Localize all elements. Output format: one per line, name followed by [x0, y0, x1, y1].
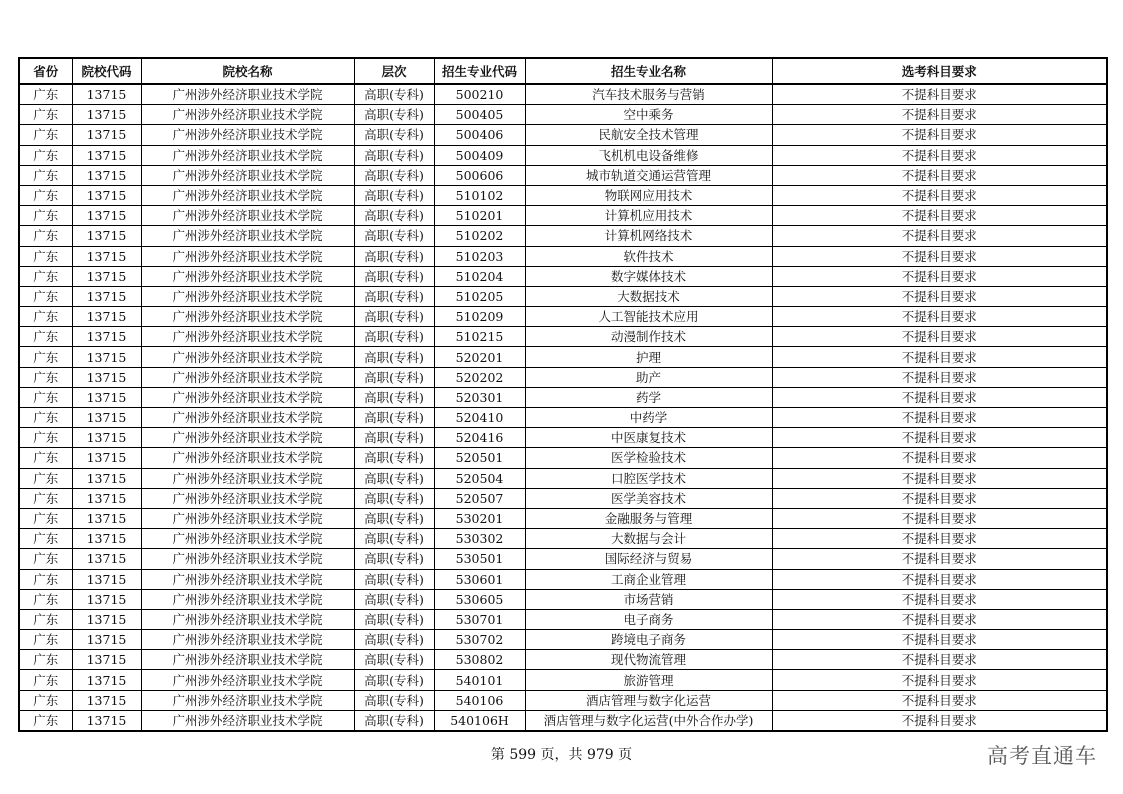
cell-major-name: 大数据技术 [525, 286, 772, 306]
cell-school-name: 广州涉外经济职业技术学院 [141, 529, 354, 549]
cell-major-name: 汽车技术服务与营销 [525, 84, 772, 105]
cell-major-name: 医学美容技术 [525, 488, 772, 508]
cell-major-name: 人工智能技术应用 [525, 307, 772, 327]
page-number: 第 599 页，共 979 页 [490, 747, 633, 763]
cell-province: 广东 [19, 387, 72, 407]
cell-school-code: 13715 [72, 327, 141, 347]
table-row [19, 670, 1107, 690]
cell-province: 广东 [19, 105, 72, 125]
cell-major-code: 510203 [434, 246, 525, 266]
cell-major-name: 数字媒体技术 [525, 266, 772, 286]
cell-subject-requirement: 不提科目要求 [772, 387, 1107, 407]
table-row [19, 327, 1107, 347]
cell-school-code: 13715 [72, 84, 141, 105]
cell-school-name: 广州涉外经济职业技术学院 [141, 226, 354, 246]
cell-major-code: 500606 [434, 165, 525, 185]
cell-school-name: 广州涉外经济职业技术学院 [141, 589, 354, 609]
table-row [19, 165, 1107, 185]
cell-major-code: 520501 [434, 448, 525, 468]
cell-school-name: 广州涉外经济职业技术学院 [141, 569, 354, 589]
cell-level: 高职(专科) [354, 165, 434, 185]
header-province: 省份 [19, 58, 72, 84]
cell-province: 广东 [19, 609, 72, 629]
cell-school-code: 13715 [72, 609, 141, 629]
cell-province: 广东 [19, 589, 72, 609]
cell-school-name: 广州涉外经济职业技术学院 [141, 105, 354, 125]
cell-school-name: 广州涉外经济职业技术学院 [141, 206, 354, 226]
cell-province: 广东 [19, 84, 72, 105]
cell-major-name: 电子商务 [525, 609, 772, 629]
cell-level: 高职(专科) [354, 145, 434, 165]
cell-school-name: 广州涉外经济职业技术学院 [141, 690, 354, 710]
header-major-code: 招生专业代码 [434, 58, 525, 84]
cell-school-code: 13715 [72, 185, 141, 205]
cell-major-name: 医学检验技术 [525, 448, 772, 468]
cell-major-name: 国际经济与贸易 [525, 549, 772, 569]
cell-level: 高职(专科) [354, 246, 434, 266]
cell-major-name: 动漫制作技术 [525, 327, 772, 347]
table-row [19, 710, 1107, 731]
table-row [19, 448, 1107, 468]
table-row [19, 206, 1107, 226]
cell-school-code: 13715 [72, 630, 141, 650]
cell-major-name: 药学 [525, 387, 772, 407]
cell-major-name: 工商企业管理 [525, 569, 772, 589]
table-row [19, 105, 1107, 125]
cell-subject-requirement: 不提科目要求 [772, 266, 1107, 286]
cell-major-code: 530201 [434, 508, 525, 528]
cell-province: 广东 [19, 206, 72, 226]
cell-school-name: 广州涉外经济职业技术学院 [141, 710, 354, 731]
cell-school-code: 13715 [72, 508, 141, 528]
cell-level: 高职(专科) [354, 226, 434, 246]
cell-school-code: 13715 [72, 529, 141, 549]
cell-subject-requirement: 不提科目要求 [772, 630, 1107, 650]
cell-school-name: 广州涉外经济职业技术学院 [141, 408, 354, 428]
cell-major-name: 护理 [525, 347, 772, 367]
cell-school-code: 13715 [72, 307, 141, 327]
cell-province: 广东 [19, 266, 72, 286]
cell-subject-requirement: 不提科目要求 [772, 549, 1107, 569]
cell-school-code: 13715 [72, 246, 141, 266]
cell-province: 广东 [19, 428, 72, 448]
table-row [19, 508, 1107, 528]
watermark: 高考直通车 [987, 744, 1097, 768]
cell-province: 广东 [19, 630, 72, 650]
cell-subject-requirement: 不提科目要求 [772, 569, 1107, 589]
cell-level: 高职(专科) [354, 609, 434, 629]
cell-major-name: 现代物流管理 [525, 650, 772, 670]
cell-school-name: 广州涉外经济职业技术学院 [141, 488, 354, 508]
cell-province: 广东 [19, 347, 72, 367]
cell-level: 高职(专科) [354, 266, 434, 286]
cell-subject-requirement: 不提科目要求 [772, 488, 1107, 508]
cell-level: 高职(专科) [354, 670, 434, 690]
table-row [19, 125, 1107, 145]
cell-major-code: 540101 [434, 670, 525, 690]
header-school-name: 院校名称 [141, 58, 354, 84]
cell-subject-requirement: 不提科目要求 [772, 670, 1107, 690]
table-row [19, 428, 1107, 448]
cell-school-name: 广州涉外经济职业技术学院 [141, 609, 354, 629]
cell-province: 广东 [19, 327, 72, 347]
cell-major-code: 520410 [434, 408, 525, 428]
table-row [19, 367, 1107, 387]
cell-province: 广东 [19, 569, 72, 589]
table-row [19, 145, 1107, 165]
header-school-code: 院校代码 [72, 58, 141, 84]
cell-school-code: 13715 [72, 145, 141, 165]
cell-level: 高职(专科) [354, 408, 434, 428]
cell-major-name: 酒店管理与数字化运营(中外合作办学) [525, 710, 772, 731]
cell-subject-requirement: 不提科目要求 [772, 428, 1107, 448]
cell-level: 高职(专科) [354, 367, 434, 387]
cell-level: 高职(专科) [354, 508, 434, 528]
cell-major-name: 助产 [525, 367, 772, 387]
cell-subject-requirement: 不提科目要求 [772, 185, 1107, 205]
cell-major-code: 510102 [434, 185, 525, 205]
cell-major-name: 物联网应用技术 [525, 185, 772, 205]
cell-major-code: 510204 [434, 266, 525, 286]
cell-level: 高职(专科) [354, 589, 434, 609]
cell-province: 广东 [19, 367, 72, 387]
cell-school-code: 13715 [72, 549, 141, 569]
table-row [19, 307, 1107, 327]
table-row [19, 387, 1107, 407]
cell-school-name: 广州涉外经济职业技术学院 [141, 125, 354, 145]
table-row [19, 529, 1107, 549]
cell-major-code: 530601 [434, 569, 525, 589]
cell-school-code: 13715 [72, 387, 141, 407]
table-row [19, 609, 1107, 629]
header-level: 层次 [354, 58, 434, 84]
cell-major-code: 530302 [434, 529, 525, 549]
cell-school-name: 广州涉外经济职业技术学院 [141, 448, 354, 468]
cell-subject-requirement: 不提科目要求 [772, 125, 1107, 145]
cell-province: 广东 [19, 125, 72, 145]
cell-major-code: 530702 [434, 630, 525, 650]
cell-province: 广东 [19, 690, 72, 710]
cell-major-code: 520202 [434, 367, 525, 387]
cell-province: 广东 [19, 408, 72, 428]
cell-level: 高职(专科) [354, 105, 434, 125]
cell-school-code: 13715 [72, 650, 141, 670]
cell-subject-requirement: 不提科目要求 [772, 609, 1107, 629]
cell-level: 高职(专科) [354, 84, 434, 105]
cell-major-name: 跨境电子商务 [525, 630, 772, 650]
cell-major-code: 520507 [434, 488, 525, 508]
cell-major-name: 中药学 [525, 408, 772, 428]
cell-subject-requirement: 不提科目要求 [772, 286, 1107, 306]
cell-major-code: 530701 [434, 609, 525, 629]
cell-level: 高职(专科) [354, 185, 434, 205]
cell-province: 广东 [19, 307, 72, 327]
cell-subject-requirement: 不提科目要求 [772, 508, 1107, 528]
cell-level: 高职(专科) [354, 529, 434, 549]
cell-school-name: 广州涉外经济职业技术学院 [141, 367, 354, 387]
cell-school-name: 广州涉外经济职业技术学院 [141, 387, 354, 407]
admissions-table-container [18, 57, 1106, 732]
cell-school-code: 13715 [72, 670, 141, 690]
cell-level: 高职(专科) [354, 327, 434, 347]
table-header [19, 58, 1107, 84]
cell-province: 广东 [19, 246, 72, 266]
cell-level: 高职(专科) [354, 710, 434, 731]
cell-school-name: 广州涉外经济职业技术学院 [141, 549, 354, 569]
cell-school-name: 广州涉外经济职业技术学院 [141, 266, 354, 286]
cell-subject-requirement: 不提科目要求 [772, 589, 1107, 609]
header-major-name: 招生专业名称 [525, 58, 772, 84]
cell-school-code: 13715 [72, 690, 141, 710]
cell-subject-requirement: 不提科目要求 [772, 226, 1107, 246]
cell-level: 高职(专科) [354, 307, 434, 327]
cell-subject-requirement: 不提科目要求 [772, 448, 1107, 468]
cell-level: 高职(专科) [354, 630, 434, 650]
table-row [19, 690, 1107, 710]
cell-major-code: 500409 [434, 145, 525, 165]
cell-major-name: 酒店管理与数字化运营 [525, 690, 772, 710]
cell-level: 高职(专科) [354, 206, 434, 226]
cell-subject-requirement: 不提科目要求 [772, 650, 1107, 670]
cell-level: 高职(专科) [354, 690, 434, 710]
cell-major-name: 城市轨道交通运营管理 [525, 165, 772, 185]
cell-subject-requirement: 不提科目要求 [772, 165, 1107, 185]
cell-school-code: 13715 [72, 408, 141, 428]
cell-province: 广东 [19, 710, 72, 731]
cell-level: 高职(专科) [354, 125, 434, 145]
cell-level: 高职(专科) [354, 387, 434, 407]
table-row [19, 266, 1107, 286]
cell-major-code: 510201 [434, 206, 525, 226]
cell-major-name: 中医康复技术 [525, 428, 772, 448]
admissions-table [18, 57, 1108, 732]
cell-major-name: 市场营销 [525, 589, 772, 609]
header-row [19, 58, 1107, 84]
cell-school-code: 13715 [72, 468, 141, 488]
cell-school-code: 13715 [72, 226, 141, 246]
cell-province: 广东 [19, 650, 72, 670]
cell-major-code: 540106H [434, 710, 525, 731]
cell-school-code: 13715 [72, 569, 141, 589]
cell-subject-requirement: 不提科目要求 [772, 367, 1107, 387]
cell-level: 高职(专科) [354, 428, 434, 448]
cell-school-name: 广州涉外经济职业技术学院 [141, 286, 354, 306]
cell-school-name: 广州涉外经济职业技术学院 [141, 347, 354, 367]
table-row [19, 408, 1107, 428]
cell-level: 高职(专科) [354, 448, 434, 468]
cell-province: 广东 [19, 508, 72, 528]
table-row [19, 84, 1107, 105]
table-row [19, 286, 1107, 306]
cell-school-name: 广州涉外经济职业技术学院 [141, 246, 354, 266]
cell-subject-requirement: 不提科目要求 [772, 206, 1107, 226]
cell-school-code: 13715 [72, 488, 141, 508]
cell-major-name: 旅游管理 [525, 670, 772, 690]
cell-major-code: 520416 [434, 428, 525, 448]
cell-level: 高职(专科) [354, 549, 434, 569]
cell-subject-requirement: 不提科目要求 [772, 246, 1107, 266]
cell-school-code: 13715 [72, 286, 141, 306]
cell-major-code: 530605 [434, 589, 525, 609]
table-row [19, 650, 1107, 670]
cell-school-name: 广州涉外经济职业技术学院 [141, 650, 354, 670]
cell-school-name: 广州涉外经济职业技术学院 [141, 165, 354, 185]
cell-subject-requirement: 不提科目要求 [772, 408, 1107, 428]
cell-major-code: 510209 [434, 307, 525, 327]
cell-school-code: 13715 [72, 125, 141, 145]
cell-major-code: 500405 [434, 105, 525, 125]
cell-subject-requirement: 不提科目要求 [772, 145, 1107, 165]
cell-province: 广东 [19, 286, 72, 306]
cell-major-name: 大数据与会计 [525, 529, 772, 549]
header-subject-requirement: 选考科目要求 [772, 58, 1107, 84]
cell-school-name: 广州涉外经济职业技术学院 [141, 84, 354, 105]
cell-school-code: 13715 [72, 206, 141, 226]
cell-school-name: 广州涉外经济职业技术学院 [141, 307, 354, 327]
cell-major-name: 空中乘务 [525, 105, 772, 125]
cell-province: 广东 [19, 145, 72, 165]
cell-school-name: 广州涉外经济职业技术学院 [141, 185, 354, 205]
cell-school-code: 13715 [72, 165, 141, 185]
cell-subject-requirement: 不提科目要求 [772, 307, 1107, 327]
cell-school-name: 广州涉外经济职业技术学院 [141, 468, 354, 488]
cell-level: 高职(专科) [354, 468, 434, 488]
cell-province: 广东 [19, 226, 72, 246]
cell-province: 广东 [19, 549, 72, 569]
cell-school-code: 13715 [72, 710, 141, 731]
cell-level: 高职(专科) [354, 488, 434, 508]
cell-major-code: 500210 [434, 84, 525, 105]
table-row [19, 347, 1107, 367]
cell-major-name: 金融服务与管理 [525, 508, 772, 528]
cell-level: 高职(专科) [354, 347, 434, 367]
cell-level: 高职(专科) [354, 286, 434, 306]
cell-subject-requirement: 不提科目要求 [772, 105, 1107, 125]
cell-province: 广东 [19, 448, 72, 468]
cell-school-code: 13715 [72, 266, 141, 286]
cell-subject-requirement: 不提科目要求 [772, 529, 1107, 549]
cell-major-name: 计算机应用技术 [525, 206, 772, 226]
cell-major-code: 510202 [434, 226, 525, 246]
cell-major-code: 530802 [434, 650, 525, 670]
cell-school-name: 广州涉外经济职业技术学院 [141, 145, 354, 165]
cell-subject-requirement: 不提科目要求 [772, 347, 1107, 367]
table-row [19, 185, 1107, 205]
cell-level: 高职(专科) [354, 650, 434, 670]
table-row [19, 488, 1107, 508]
cell-major-code: 540106 [434, 690, 525, 710]
cell-province: 广东 [19, 529, 72, 549]
cell-province: 广东 [19, 670, 72, 690]
cell-school-code: 13715 [72, 105, 141, 125]
cell-province: 广东 [19, 468, 72, 488]
cell-subject-requirement: 不提科目要求 [772, 468, 1107, 488]
cell-subject-requirement: 不提科目要求 [772, 84, 1107, 105]
cell-major-code: 530501 [434, 549, 525, 569]
cell-province: 广东 [19, 488, 72, 508]
cell-major-name: 口腔医学技术 [525, 468, 772, 488]
cell-major-code: 510205 [434, 286, 525, 306]
table-body [19, 84, 1107, 731]
cell-major-code: 500406 [434, 125, 525, 145]
cell-major-name: 民航安全技术管理 [525, 125, 772, 145]
cell-school-name: 广州涉外经济职业技术学院 [141, 428, 354, 448]
table-row [19, 468, 1107, 488]
cell-school-name: 广州涉外经济职业技术学院 [141, 630, 354, 650]
cell-major-code: 520301 [434, 387, 525, 407]
cell-school-name: 广州涉外经济职业技术学院 [141, 508, 354, 528]
cell-level: 高职(专科) [354, 569, 434, 589]
table-row [19, 589, 1107, 609]
cell-major-code: 510215 [434, 327, 525, 347]
cell-major-code: 520201 [434, 347, 525, 367]
cell-school-name: 广州涉外经济职业技术学院 [141, 327, 354, 347]
cell-subject-requirement: 不提科目要求 [772, 710, 1107, 731]
cell-major-name: 软件技术 [525, 246, 772, 266]
cell-school-code: 13715 [72, 347, 141, 367]
cell-province: 广东 [19, 185, 72, 205]
cell-province: 广东 [19, 165, 72, 185]
cell-school-code: 13715 [72, 367, 141, 387]
table-row [19, 226, 1107, 246]
cell-subject-requirement: 不提科目要求 [772, 690, 1107, 710]
table-row [19, 569, 1107, 589]
cell-school-code: 13715 [72, 589, 141, 609]
cell-subject-requirement: 不提科目要求 [772, 327, 1107, 347]
cell-major-name: 计算机网络技术 [525, 226, 772, 246]
cell-school-code: 13715 [72, 428, 141, 448]
cell-school-name: 广州涉外经济职业技术学院 [141, 670, 354, 690]
cell-major-name: 飞机机电设备维修 [525, 145, 772, 165]
cell-major-code: 520504 [434, 468, 525, 488]
table-row [19, 630, 1107, 650]
table-row [19, 246, 1107, 266]
cell-school-code: 13715 [72, 448, 141, 468]
table-row [19, 549, 1107, 569]
